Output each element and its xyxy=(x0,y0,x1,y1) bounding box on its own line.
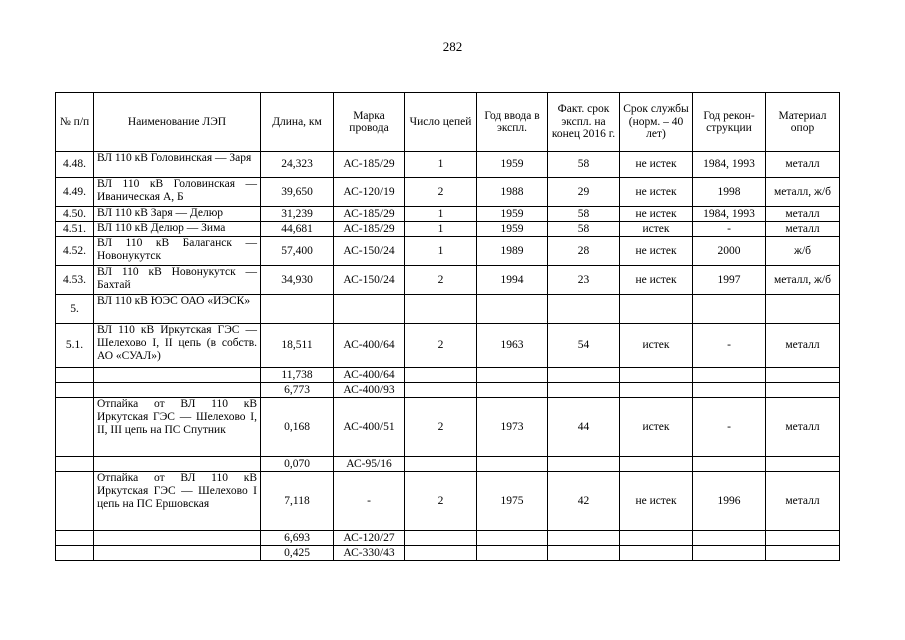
cell-recon xyxy=(693,531,766,546)
cell-year: 1989 xyxy=(477,237,548,266)
cell-name: ВЛ 110 кВ Иркутская ГЭС — Шелехово I, II цепь (в собств. АО «СУАЛ») xyxy=(94,324,261,368)
cell-name: ВЛ 110 кВ Делюр — Зима xyxy=(94,222,261,237)
cell-material xyxy=(766,546,840,561)
cell-circuits: 2 xyxy=(405,324,477,368)
cell-fact: 42 xyxy=(548,472,620,531)
cell-recon xyxy=(693,457,766,472)
cell-wire: - xyxy=(334,472,405,531)
cell-fact xyxy=(548,368,620,383)
cell-wire: АС-150/24 xyxy=(334,266,405,295)
cell-fact xyxy=(548,383,620,398)
cell-num xyxy=(56,368,94,383)
cell-service xyxy=(620,295,693,324)
cell-wire: АС-185/29 xyxy=(334,152,405,178)
cell-year: 1959 xyxy=(477,207,548,222)
cell-material: металл xyxy=(766,152,840,178)
header-material: Материал опор xyxy=(766,93,840,152)
cell-recon: 1998 xyxy=(693,178,766,207)
cell-year: 1963 xyxy=(477,324,548,368)
cell-recon: 1996 xyxy=(693,472,766,531)
cell-wire: АС-400/64 xyxy=(334,324,405,368)
header-fact: Факт. срок экспл. на конец 2016 г. xyxy=(548,93,620,152)
cell-material xyxy=(766,383,840,398)
cell-recon xyxy=(693,295,766,324)
cell-num: 4.49. xyxy=(56,178,94,207)
cell-num: 5. xyxy=(56,295,94,324)
cell-year xyxy=(477,531,548,546)
cell-wire: АС-185/29 xyxy=(334,222,405,237)
cell-length: 57,400 xyxy=(261,237,334,266)
cell-fact: 44 xyxy=(548,398,620,457)
cell-recon: - xyxy=(693,222,766,237)
cell-year: 1973 xyxy=(477,398,548,457)
cell-wire: АС-150/24 xyxy=(334,237,405,266)
header-service: Срок службы (норм. – 40 лет) xyxy=(620,93,693,152)
cell-material: металл, ж/б xyxy=(766,266,840,295)
cell-name: Отпайка от ВЛ 110 кВ Иркутская ГЭС — Шелехово I цепь на ПС Ершовская xyxy=(94,472,261,531)
cell-year: 1988 xyxy=(477,178,548,207)
table-header-row xyxy=(56,93,840,152)
cell-name xyxy=(94,457,261,472)
cell-recon: 2000 xyxy=(693,237,766,266)
cell-num xyxy=(56,531,94,546)
cell-service: истек xyxy=(620,324,693,368)
header-length: Длина, км xyxy=(261,93,334,152)
cell-material xyxy=(766,457,840,472)
header-year: Год ввода в экспл. xyxy=(477,93,548,152)
cell-length: 6,773 xyxy=(261,383,334,398)
cell-length xyxy=(261,295,334,324)
cell-name: ВЛ 110 кВ ЮЭС ОАО «ИЭСК» xyxy=(94,295,261,324)
cell-length: 18,511 xyxy=(261,324,334,368)
cell-year xyxy=(477,368,548,383)
page-number: 282 xyxy=(442,39,463,54)
header-num: № п/п xyxy=(56,93,94,152)
cell-circuits: 2 xyxy=(405,266,477,295)
cell-recon: 1984, 1993 xyxy=(693,152,766,178)
cell-length: 24,323 xyxy=(261,152,334,178)
cell-num: 4.52. xyxy=(56,237,94,266)
power-lines-table xyxy=(55,92,840,561)
cell-material: ж/б xyxy=(766,237,840,266)
cell-service xyxy=(620,368,693,383)
table-row xyxy=(56,472,840,531)
cell-material: металл xyxy=(766,324,840,368)
cell-length: 34,930 xyxy=(261,266,334,295)
table-row xyxy=(56,398,840,457)
cell-circuits xyxy=(405,546,477,561)
cell-recon xyxy=(693,368,766,383)
header-wire: Марка провода xyxy=(334,93,405,152)
cell-circuits xyxy=(405,457,477,472)
cell-material: металл xyxy=(766,472,840,531)
cell-circuits: 1 xyxy=(405,207,477,222)
cell-year xyxy=(477,457,548,472)
cell-circuits: 2 xyxy=(405,398,477,457)
cell-fact: 23 xyxy=(548,266,620,295)
cell-circuits: 1 xyxy=(405,152,477,178)
cell-wire: АС-400/64 xyxy=(334,368,405,383)
cell-service: не истек xyxy=(620,266,693,295)
cell-num xyxy=(56,398,94,457)
cell-wire: АС-400/93 xyxy=(334,383,405,398)
cell-material: металл, ж/б xyxy=(766,178,840,207)
cell-service: не истек xyxy=(620,472,693,531)
cell-service: не истек xyxy=(620,237,693,266)
cell-circuits xyxy=(405,531,477,546)
table-row xyxy=(56,383,840,398)
cell-name: ВЛ 110 кВ Новонукутск — Бахтай xyxy=(94,266,261,295)
cell-wire xyxy=(334,295,405,324)
cell-wire: АС-400/51 xyxy=(334,398,405,457)
cell-recon: 1984, 1993 xyxy=(693,207,766,222)
cell-service xyxy=(620,546,693,561)
cell-name xyxy=(94,531,261,546)
cell-name xyxy=(94,368,261,383)
cell-year: 1994 xyxy=(477,266,548,295)
table-row xyxy=(56,222,840,237)
cell-name xyxy=(94,383,261,398)
table-row xyxy=(56,237,840,266)
cell-circuits: 2 xyxy=(405,178,477,207)
cell-length: 6,693 xyxy=(261,531,334,546)
cell-fact: 58 xyxy=(548,207,620,222)
cell-num: 4.50. xyxy=(56,207,94,222)
table-row xyxy=(56,295,840,324)
cell-circuits xyxy=(405,368,477,383)
cell-year: 1959 xyxy=(477,222,548,237)
cell-circuits xyxy=(405,295,477,324)
cell-year: 1975 xyxy=(477,472,548,531)
cell-material: металл xyxy=(766,222,840,237)
table-row xyxy=(56,457,840,472)
cell-length: 0,070 xyxy=(261,457,334,472)
cell-material: металл xyxy=(766,398,840,457)
cell-fact: 54 xyxy=(548,324,620,368)
table-row xyxy=(56,207,840,222)
cell-year: 1959 xyxy=(477,152,548,178)
cell-recon: 1997 xyxy=(693,266,766,295)
header-circuits: Число цепей xyxy=(405,93,477,152)
table-row xyxy=(56,368,840,383)
table-row xyxy=(56,266,840,295)
table-row xyxy=(56,324,840,368)
cell-material xyxy=(766,531,840,546)
cell-num xyxy=(56,457,94,472)
cell-num: 5.1. xyxy=(56,324,94,368)
cell-service: не истек xyxy=(620,152,693,178)
cell-wire: АС-95/16 xyxy=(334,457,405,472)
cell-length: 7,118 xyxy=(261,472,334,531)
cell-service: не истек xyxy=(620,207,693,222)
cell-fact xyxy=(548,531,620,546)
cell-service xyxy=(620,383,693,398)
cell-material xyxy=(766,295,840,324)
cell-recon: - xyxy=(693,398,766,457)
cell-length: 44,681 xyxy=(261,222,334,237)
cell-wire: АС-185/29 xyxy=(334,207,405,222)
cell-fact xyxy=(548,295,620,324)
cell-fact: 58 xyxy=(548,152,620,178)
table-row xyxy=(56,531,840,546)
cell-service xyxy=(620,457,693,472)
header-name: Наименование ЛЭП xyxy=(94,93,261,152)
cell-num: 4.48. xyxy=(56,152,94,178)
cell-length: 0,168 xyxy=(261,398,334,457)
cell-wire: АС-330/43 xyxy=(334,546,405,561)
cell-circuits: 1 xyxy=(405,222,477,237)
cell-length: 0,425 xyxy=(261,546,334,561)
cell-fact: 28 xyxy=(548,237,620,266)
header-recon: Год рекон-струкции xyxy=(693,93,766,152)
cell-material: металл xyxy=(766,207,840,222)
cell-length: 11,738 xyxy=(261,368,334,383)
cell-wire: АС-120/19 xyxy=(334,178,405,207)
cell-service: не истек xyxy=(620,178,693,207)
cell-service: истек xyxy=(620,398,693,457)
table-row xyxy=(56,546,840,561)
cell-name: ВЛ 110 кВ Головинская — Иваническая А, Б xyxy=(94,178,261,207)
cell-num xyxy=(56,546,94,561)
cell-length: 39,650 xyxy=(261,178,334,207)
cell-service: истек xyxy=(620,222,693,237)
cell-circuits xyxy=(405,383,477,398)
cell-name: ВЛ 110 кВ Головинская — Заря xyxy=(94,152,261,178)
cell-fact: 58 xyxy=(548,222,620,237)
cell-wire: АС-120/27 xyxy=(334,531,405,546)
cell-name: ВЛ 110 кВ Заря — Делюр xyxy=(94,207,261,222)
cell-circuits: 1 xyxy=(405,237,477,266)
cell-num: 4.51. xyxy=(56,222,94,237)
cell-name: ВЛ 110 кВ Балаганск — Новонукутск xyxy=(94,237,261,266)
cell-service xyxy=(620,531,693,546)
cell-year xyxy=(477,383,548,398)
cell-fact: 29 xyxy=(548,178,620,207)
cell-fact xyxy=(548,457,620,472)
cell-name xyxy=(94,546,261,561)
table-row xyxy=(56,152,840,178)
cell-recon xyxy=(693,546,766,561)
cell-num xyxy=(56,472,94,531)
cell-year xyxy=(477,295,548,324)
cell-circuits: 2 xyxy=(405,472,477,531)
cell-fact xyxy=(548,546,620,561)
cell-material xyxy=(766,368,840,383)
cell-recon: - xyxy=(693,324,766,368)
cell-recon xyxy=(693,383,766,398)
cell-year xyxy=(477,546,548,561)
cell-num: 4.53. xyxy=(56,266,94,295)
cell-name: Отпайка от ВЛ 110 кВ Иркутская ГЭС — Шелехово I, II, III цепь на ПС Спутник xyxy=(94,398,261,457)
cell-length: 31,239 xyxy=(261,207,334,222)
cell-num xyxy=(56,383,94,398)
table-row xyxy=(56,178,840,207)
